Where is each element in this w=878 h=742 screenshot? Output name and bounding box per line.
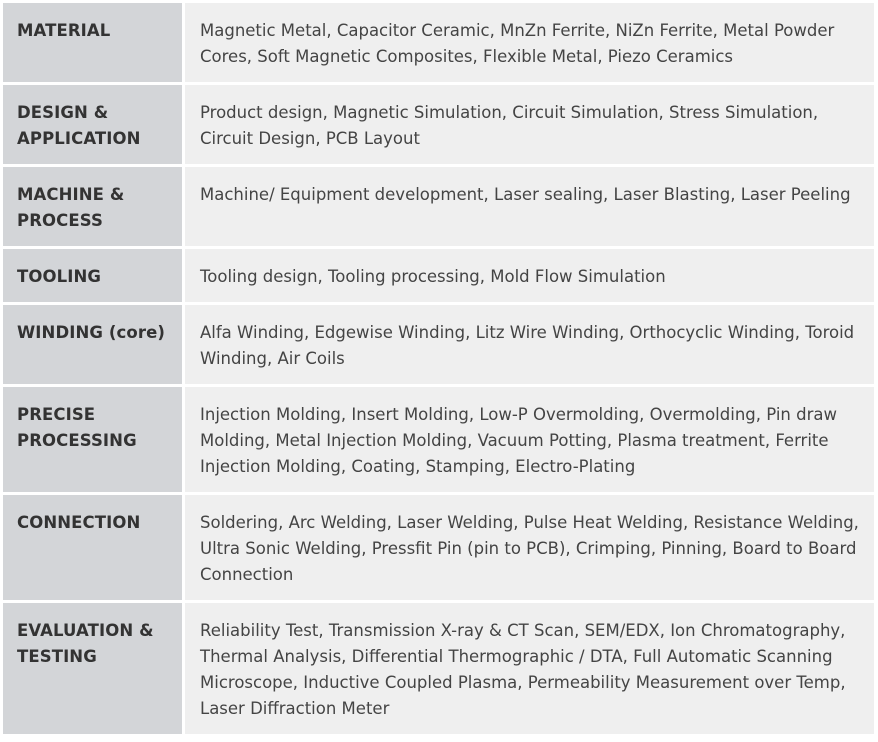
row-label: PRECISE PROCESSING (3, 387, 182, 492)
table-row (3, 85, 874, 164)
row-value: Soldering, Arc Welding, Laser Welding, Pulse Heat Welding, Resistance Welding, Ultra Sonic Welding, Pressfit Pin (pin to PCB), Crimping, Pinning, Board to Board Connection (185, 495, 874, 600)
row-label: CONNECTION (3, 495, 182, 600)
table-row (3, 3, 874, 82)
table-row (3, 167, 874, 246)
row-label: DESIGN & APPLICATION (3, 85, 182, 164)
table-row (3, 495, 874, 600)
row-label: TOOLING (3, 249, 182, 302)
row-label: MATERIAL (3, 3, 182, 82)
row-label: MACHINE & PROCESS (3, 167, 182, 246)
table-row (3, 249, 874, 302)
table-row (3, 603, 874, 734)
row-label: EVALUATION & TESTING (3, 603, 182, 734)
row-value: Product design, Magnetic Simulation, Circuit Simulation, Stress Simulation, Circuit Design, PCB Layout (185, 85, 874, 164)
row-value: Alfa Winding, Edgewise Winding, Litz Wire Winding, Orthocyclic Winding, Toroid Winding, Air Coils (185, 305, 874, 384)
table-row (3, 387, 874, 492)
row-label: WINDING (core) (3, 305, 182, 384)
row-value: Tooling design, Tooling processing, Mold Flow Simulation (185, 249, 874, 302)
capabilities-table (3, 3, 874, 737)
row-value: Magnetic Metal, Capacitor Ceramic, MnZn Ferrite, NiZn Ferrite, Metal Powder Cores, Soft Magnetic Composites, Flexible Metal, Piezo Ceramics (185, 3, 874, 82)
row-value: Injection Molding, Insert Molding, Low-P Overmolding, Overmolding, Pin draw Molding, Metal Injection Molding, Vacuum Potting, Plasma treatment, Ferrite Injection Molding, Coating, Stamping, Electro-Plating (185, 387, 874, 492)
table-row (3, 305, 874, 384)
row-value: Reliability Test, Transmission X-ray & CT Scan, SEM/EDX, Ion Chromatography, Thermal Analysis, Differential Thermographic / DTA, Full Automatic Scanning Microscope, Inductive Coupled Plasma, Permeability Measurement over Temp, Laser Diffraction Meter (185, 603, 874, 734)
row-value: Machine/ Equipment development, Laser sealing, Laser Blasting, Laser Peeling (185, 167, 874, 246)
